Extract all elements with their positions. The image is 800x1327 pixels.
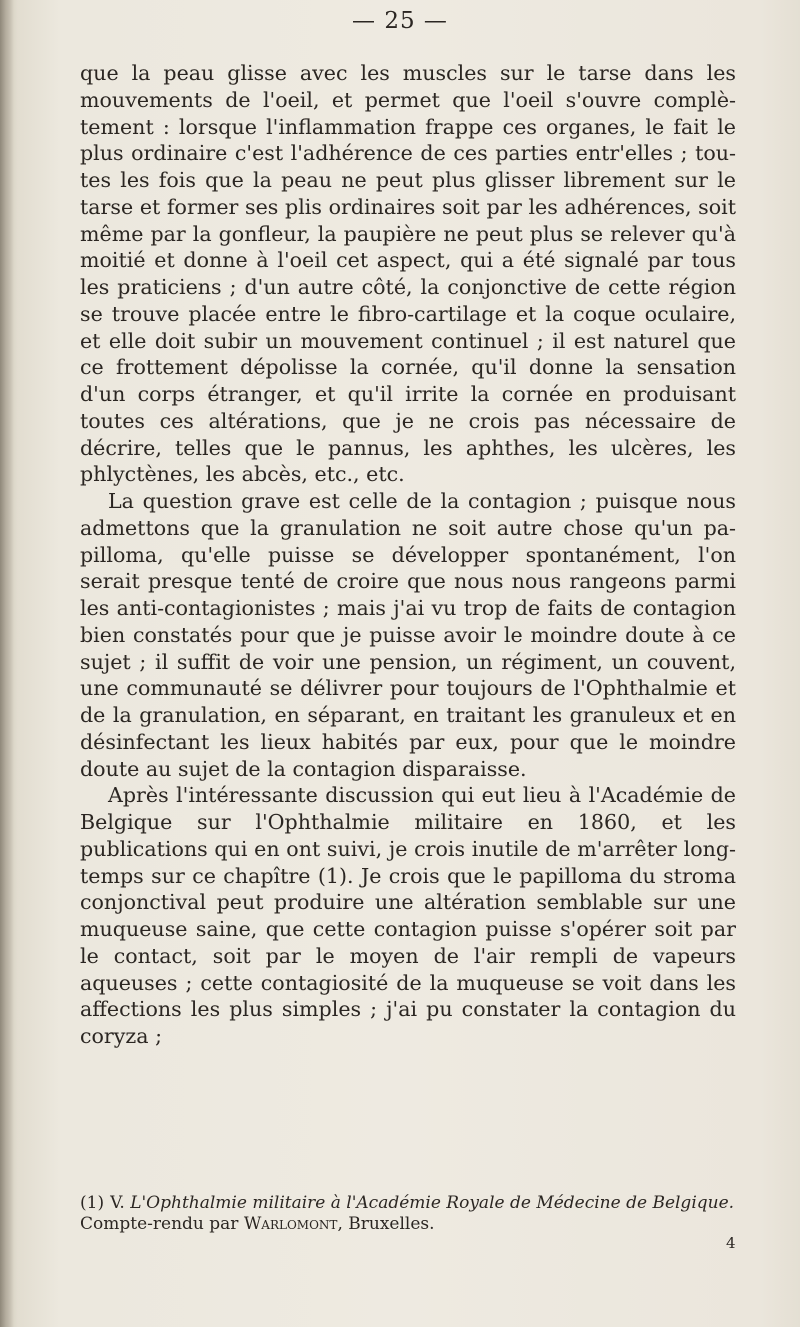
footnote-author: Warlomont <box>243 1214 338 1234</box>
footnote-place: , Bruxelles. <box>337 1214 435 1234</box>
signature-mark: 4 <box>726 1234 736 1252</box>
footnote-prefix: V. <box>110 1193 125 1213</box>
binding-shadow <box>0 0 14 1327</box>
paragraph-3: Après l'intéressante discussion qui eut lieu à l'Académie de Belgique sur l'Ophthalmie militaire en 1860, et les publications qui en ont suivi, je crois inutile de m'arrêter long-temps sur ce chapître (1). Je crois que le papilloma du stroma conjonctival peut produire une altération semblable sur une muqueuse saine, que cette contagion puisse s'opérer soit par le contact, soit par le moyen de l'air rempli de vapeurs aqueuses ; cette contagiosité de la muqueuse se voit dans les affections les plus simples ; j'ai pu constater la contagion du coryza ; <box>80 783 736 1048</box>
footnote-rest: Compte-rendu par <box>80 1214 239 1234</box>
paragraph-1: que la peau glisse avec les muscles sur le tarse dans les mouvements de l'oeil, et permet que l'oeil s'ouvre complètement : lorsque l'inflammation frappe ces organes, le fait le plus ordinaire c'est l'adhérence de ces parties entr'elles ; toutes les fois que la peau ne peut plus glisser librement sur le tarse et former ses plis ordinaires soit par les adhérences, soit même par la gonfleur, la paupière ne peut plus se relever qu'à moitié et donne à l'oeil cet aspect, qui a été signalé par tous les praticiens ; d'un autre côté, la conjonctive de cette région se trouve placée entre le fibro-cartilage et la coque oculaire, et elle doit subir un mouvement continuel ; il est naturel que ce frottement dépolisse la cornée, qu'il donne la sensation d'un corps étranger, et qu'il irrite la cornée en produisant toutes ces altérations, que je ne crois pas nécessaire de décrire, telles que le pannus, les aphthes, les ulcères, les phlyctènes, les abcès, etc., etc. <box>80 61 736 487</box>
footnote-title: L'Ophthalmie militaire à l'Académie Royale de Médecine de Belgique. <box>130 1193 735 1213</box>
page-number: — 25 — <box>352 8 448 34</box>
paragraph-2: La question grave est celle de la contagion ; puisque nous admettons que la granulation ne soit autre chose qu'un papilloma, qu'elle puisse se développer spontanément, l'on serait presque tenté de croire que nous nous rangeons parmi les anti-contagionistes ; mais j'ai vu trop de faits de contagion bien constatés pour que je puisse avoir le moindre doute à ce sujet ; il suffit de voir une pension, un régiment, un couvent, une communauté se délivrer pour toujours de l'Ophthalmie et de la granulation, en séparant, en traitant les granuleux et en désinfectant les lieux habités par eux, pour que le moindre doute au sujet de la contagion disparaisse. <box>80 489 736 781</box>
footnote <box>80 1193 736 1235</box>
body-text <box>80 60 736 1050</box>
footnote-mark: (1) <box>80 1193 105 1213</box>
